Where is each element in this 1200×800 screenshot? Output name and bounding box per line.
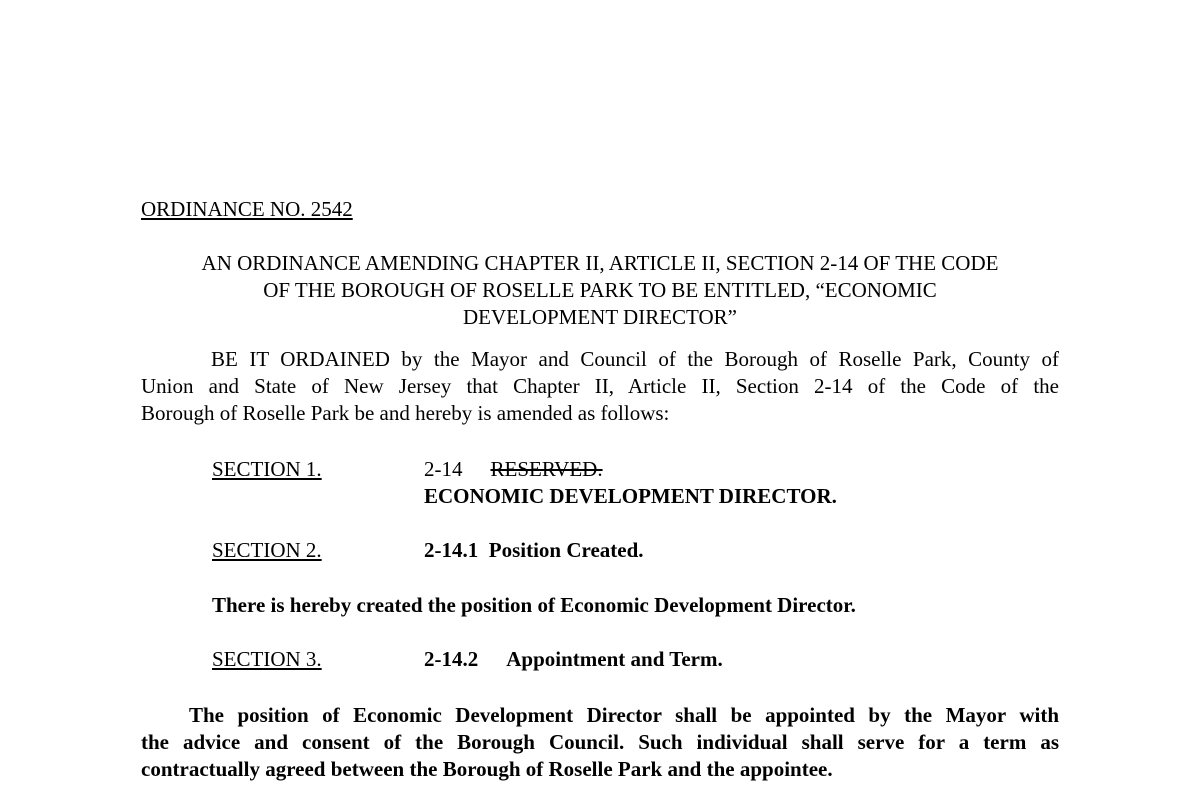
title-line: OF THE BOROUGH OF ROSELLE PARK TO BE ENTITLED, “ECONOMIC xyxy=(263,278,937,302)
section-2-heading: 2-14.1 Position Created. xyxy=(424,538,644,562)
preamble-line: BE IT ORDAINED by the Mayor and Council of the Borough of Roselle Park, County of xyxy=(211,347,1059,371)
title-line: DEVELOPMENT DIRECTOR” xyxy=(463,305,737,329)
body-line: The position of Economic Development Director shall be appointed by the Mayor with xyxy=(189,703,1059,727)
section-3-body xyxy=(141,702,1059,783)
section-2-label: SECTION 2. xyxy=(212,538,322,562)
section-3-label: SECTION 3. xyxy=(212,647,322,671)
title-line: AN ORDINANCE AMENDING CHAPTER II, ARTICLE II, SECTION 2-14 OF THE CODE xyxy=(201,251,999,275)
section-1-heading xyxy=(424,456,603,483)
section-3-number: 2-14.2 xyxy=(424,647,479,671)
preamble-line: Borough of Roselle Park be and hereby is amended as follows: xyxy=(141,401,670,425)
ordinance-title xyxy=(141,250,1059,331)
section-1-new-heading: ECONOMIC DEVELOPMENT DIRECTOR. xyxy=(424,484,837,508)
section-3-title: Appointment and Term. xyxy=(506,647,723,671)
body-line: contractually agreed between the Borough of Roselle Park and the appointee. xyxy=(141,757,833,781)
section-1-label: SECTION 1. xyxy=(212,457,322,481)
preamble-paragraph xyxy=(141,346,1059,427)
section-1-struck-text: RESERVED. xyxy=(490,457,603,481)
preamble-line: Union and State of New Jersey that Chapter II, Article II, Section 2-14 of the Code of the xyxy=(141,374,1059,398)
section-1-number: 2-14 xyxy=(424,457,463,481)
body-line: the advice and consent of the Borough Council. Such individual shall serve for a term as xyxy=(141,730,1059,754)
section-3-heading xyxy=(424,646,723,673)
section-2-statement: There is hereby created the position of Economic Development Director. xyxy=(212,593,856,617)
ordinance-number: ORDINANCE NO. 2542 xyxy=(141,197,353,221)
